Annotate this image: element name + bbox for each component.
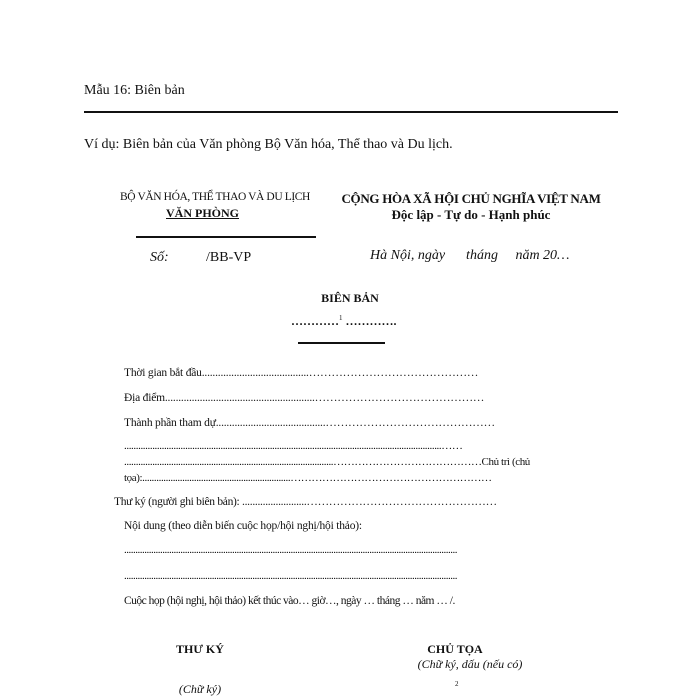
header-rule (84, 111, 618, 113)
doc-title: BIÊN BẢN (321, 291, 379, 305)
chair-note: (Chữ ký, dấu (nếu có) (417, 657, 523, 671)
field-secretary: Thư ký (người ghi biên bản): .........................…………………………………………… (114, 496, 497, 508)
field-end-line: Cuộc họp (hội nghị, hội thảo) kết thúc vào… giờ…, ngày … tháng … năm … /. (124, 595, 455, 607)
field-location: Địa điểm........................................................……………………………………… (124, 392, 485, 404)
field-chair-cont: tọa):...............................................................………………………………………………… (124, 472, 492, 484)
nation-name: CỘNG HÒA XÃ HỘI CHỦ NGHĨA VIỆT NAM (341, 191, 601, 206)
field-start-time: Thời gian bắt đầu........................................……………………………………… (124, 367, 479, 379)
doc-subtitle (291, 314, 397, 329)
field-chair-line: .........................................................................................……………………………………Chủ trì (chủ (124, 456, 530, 468)
place-date: Hà Nội, ngày tháng năm 20… (370, 248, 570, 263)
number-label: Số: (150, 250, 169, 265)
agency-rule (136, 236, 316, 238)
field-content-line-2: .................................................................................................................................................... (124, 570, 457, 582)
field-content-line-1: .................................................................................................................................................... (124, 544, 457, 556)
agency-ministry: BỘ VĂN HÓA, THỂ THAO VÀ DU LỊCH (120, 191, 310, 203)
doc-subtitle-right: …………. (345, 314, 397, 328)
agency-office: VĂN PHÒNG (166, 206, 239, 220)
field-blank-line-1: .......................................................................................................................................…… (124, 440, 463, 452)
field-content-label: Nội dung (theo diễn biến cuộc họp/hội nghị/hội thảo): (124, 520, 362, 532)
footnote-mark: 1 (339, 314, 343, 322)
chair-title: CHỦ TỌA (427, 642, 483, 656)
field-participants: Thành phần tham dự.........................................……………………………………… (124, 417, 495, 429)
chair-footnote: 2 (455, 680, 459, 688)
nation-motto: Độc lập - Tự do - Hạnh phúc (391, 207, 551, 222)
title-rule (298, 342, 385, 344)
doc-subtitle-left: ………… (291, 314, 339, 328)
number-code: /BB-VP (206, 250, 252, 265)
secretary-title: THƯ KÝ (176, 642, 224, 656)
secretary-note: (Chữ ký) (178, 682, 222, 696)
form-title: Mẫu 16: Biên bản (84, 83, 185, 98)
example-text: Ví dụ: Biên bản của Văn phòng Bộ Văn hóa, Thể thao và Du lịch. (84, 137, 453, 152)
